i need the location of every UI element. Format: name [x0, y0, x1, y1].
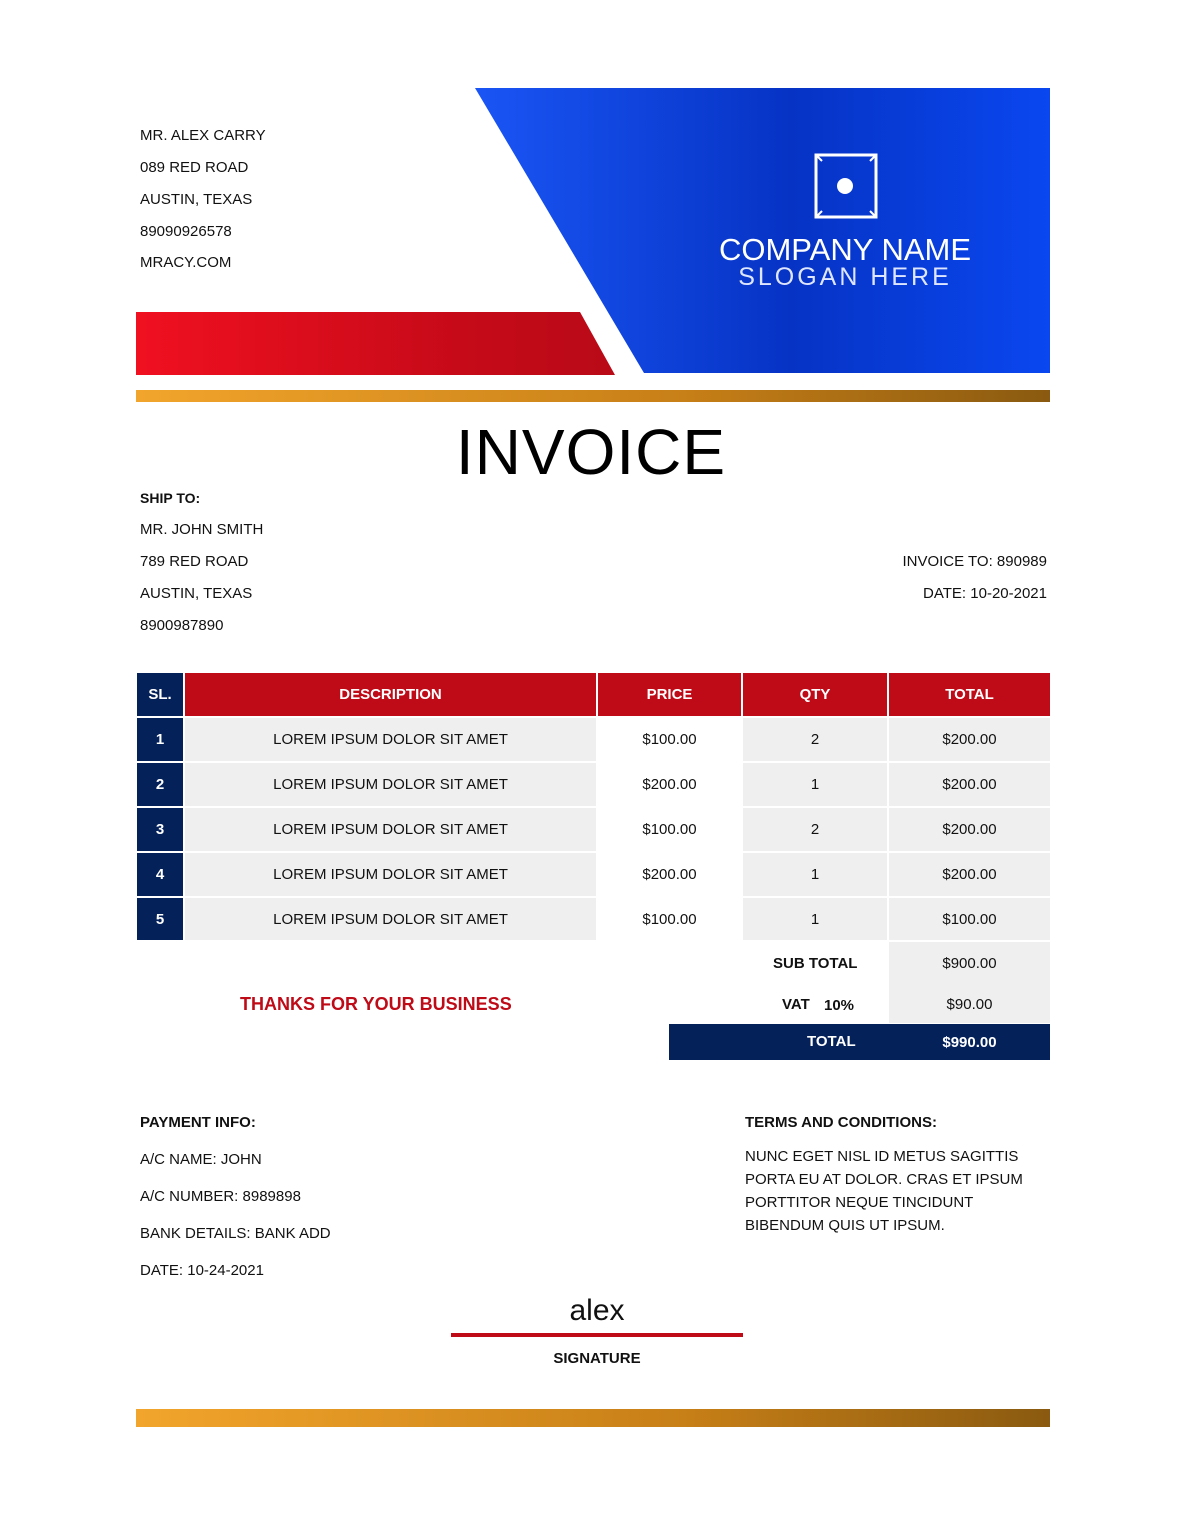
ship-to-name: MR. JOHN SMITH: [140, 521, 264, 538]
row-5-sl: 5: [137, 898, 183, 940]
payment-account-number: A/C NUMBER: 8989898: [140, 1188, 301, 1205]
row-4-sl: 4: [137, 853, 183, 896]
row-3-description: LOREM IPSUM DOLOR SIT AMET: [185, 808, 596, 851]
payment-bank-details: BANK DETAILS: BANK ADD: [140, 1225, 331, 1242]
company-name: COMPANY NAME: [718, 232, 972, 267]
row-1-total: $200.00: [889, 718, 1050, 761]
row-5-description: LOREM IPSUM DOLOR SIT AMET: [185, 898, 596, 940]
invoice-title: INVOICE: [455, 416, 727, 488]
terms-label: TERMS AND CONDITIONS:: [745, 1114, 937, 1131]
row-5-total: $100.00: [889, 898, 1050, 940]
sender-name: MR. ALEX CARRY: [140, 127, 266, 144]
payment-info-label: PAYMENT INFO:: [140, 1114, 256, 1131]
invoice-date: DATE: 10-20-2021: [923, 585, 1047, 602]
sender-website: MRACY.COM: [140, 254, 232, 271]
header-qty: QTY: [743, 673, 887, 716]
grand-total-label: TOTAL: [807, 1033, 856, 1050]
top-gold-divider: [136, 390, 1050, 402]
ship-to-phone: 8900987890: [140, 617, 224, 634]
row-4-price: $200.00: [598, 853, 741, 896]
grand-total-value: $990.00: [942, 1033, 997, 1051]
invoice-number: INVOICE TO: 890989: [902, 553, 1047, 570]
row-2-price: $200.00: [598, 763, 741, 806]
row-4-total: $200.00: [889, 853, 1050, 896]
row-5-price: $100.00: [598, 898, 741, 940]
ship-to-address: 789 RED ROAD: [140, 553, 249, 570]
subtotal-value: $900.00: [889, 942, 1050, 985]
row-2-sl: 2: [137, 763, 183, 806]
payment-account-name: A/C NAME: JOHN: [140, 1151, 262, 1168]
signature-name: alex: [569, 1294, 625, 1327]
subtotal-label: SUB TOTAL: [773, 955, 858, 972]
ship-to-label: SHIP TO:: [140, 490, 201, 506]
bottom-gold-divider: [136, 1409, 1050, 1427]
payment-date: DATE: 10-24-2021: [140, 1262, 264, 1279]
row-1-qty: 2: [743, 718, 887, 761]
vat-value: $90.00: [889, 985, 1050, 1023]
sender-address: 089 RED ROAD: [140, 159, 249, 176]
row-1-price: $100.00: [598, 718, 741, 761]
signature-label: SIGNATURE: [553, 1350, 641, 1367]
header-sl: SL.: [137, 673, 183, 716]
row-5-qty: 1: [743, 898, 887, 940]
row-2-total: $200.00: [889, 763, 1050, 806]
terms-text: NUNC EGET NISL ID METUS SAGITTIS PORTA EU AT DOLOR. CRAS ET IPSUM PORTTITOR NEQUE TINCIDUNT BIBENDUM QUIS UT IPSUM.: [745, 1148, 1023, 1234]
header-total: TOTAL: [889, 673, 1050, 716]
vat-rate: 10%: [824, 997, 855, 1014]
sender-city: AUSTIN, TEXAS: [140, 191, 253, 208]
ship-to-city: AUSTIN, TEXAS: [140, 585, 253, 602]
row-3-total: $200.00: [889, 808, 1050, 851]
row-4-description: LOREM IPSUM DOLOR SIT AMET: [185, 853, 596, 896]
thanks-message: THANKS FOR YOUR BUSINESS: [240, 994, 512, 1014]
row-2-description: LOREM IPSUM DOLOR SIT AMET: [185, 763, 596, 806]
row-4-qty: 1: [743, 853, 887, 896]
row-1-description: LOREM IPSUM DOLOR SIT AMET: [185, 718, 596, 761]
row-3-qty: 2: [743, 808, 887, 851]
row-1-sl: 1: [137, 718, 183, 761]
red-banner: [136, 312, 615, 375]
signature-line: [451, 1333, 743, 1337]
sender-phone: 89090926578: [140, 223, 232, 240]
row-2-qty: 1: [743, 763, 887, 806]
row-3-sl: 3: [137, 808, 183, 851]
row-3-price: $100.00: [598, 808, 741, 851]
vat-label: VAT: [782, 996, 810, 1013]
company-slogan: SLOGAN HERE: [738, 263, 952, 291]
header-description: DESCRIPTION: [185, 673, 596, 716]
header-price: PRICE: [598, 673, 741, 716]
